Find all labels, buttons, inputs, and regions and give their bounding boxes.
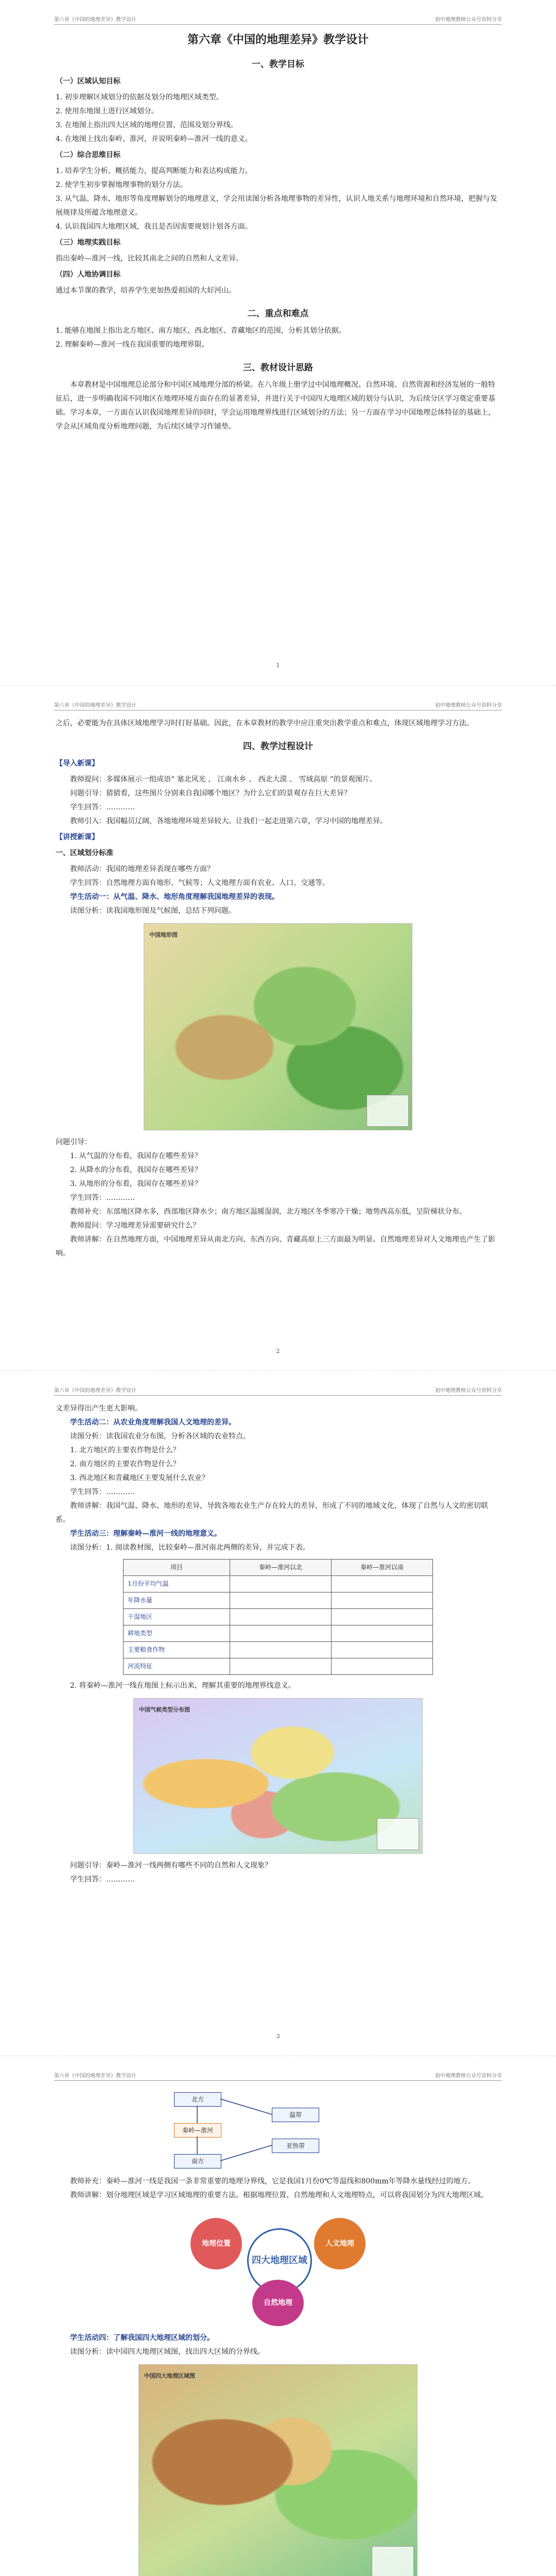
table-cell[interactable] [230, 1609, 332, 1625]
goal-item: 通过本节课的教学，培养学生更加热爱祖国的大好河山。 [56, 286, 236, 295]
flow-node: 温带 [272, 2108, 319, 2122]
page-3-content [56, 1402, 500, 1887]
flow-node: 秦岭—淮河 [174, 2123, 221, 2138]
table-cell[interactable] [230, 1625, 332, 1642]
subheading: （一）区域认知目标 [56, 77, 120, 86]
map-legend [367, 1095, 409, 1127]
paragraph: 教师补充：秦岭—淮河一线是我国一条非常重要的地理分界线，它是我国1月份0℃等温线和800mm年等降水量线经过的地方。 [70, 2177, 475, 2185]
paragraph: 教师讲解：划分地理区域是学习区域地理的重要方法。根据地理位置、自然地理和人文地理特点，可以将我国划分为四大地理区域。 [70, 2191, 488, 2199]
goal-item: 2. 使用东地图上进行区域划分。 [56, 107, 159, 115]
paragraph: 文差异得出产生更大影响。 [56, 1404, 142, 1413]
table-cell[interactable] [230, 1576, 332, 1592]
paragraph: 问题引导：猜猜看，这些图片分别来自我国哪个地区？为什么它们的景观存在巨大差异？ [70, 789, 351, 798]
venn-diagram [170, 2208, 386, 2326]
flow-node: 北方 [174, 2092, 221, 2107]
venn-center: 四大地理区域 [247, 2228, 312, 2293]
paragraph: 教师讲解：在自然地理方面，中国地理差异从南北方向、东西方向、青藏高原上三方面最为明显。自然地理差异对人文地理也产生了影响。 [56, 1235, 495, 1258]
table-row [124, 1576, 433, 1592]
table-cell[interactable] [332, 1576, 433, 1592]
goal-item: 4. 在地图上找出秦岭、淮河，并说明秦岭—淮河一线的意义。 [56, 135, 252, 143]
header-right: 初中地理教师公众号资料分享 [435, 2073, 502, 2079]
page-header [54, 1381, 502, 1396]
regions-map [138, 2364, 418, 2576]
climate-map [133, 1698, 423, 1854]
paragraph: 问题引导：秦岭—淮河一线两侧有哪些不同的自然和人文现象？ [70, 1861, 272, 1870]
subheading: （三）地理实践目标 [56, 239, 120, 247]
paragraph: 2. 将秦岭—淮河一线在地图上标示出来，理解其重要的地理界线意义。 [70, 1682, 296, 1690]
table-cell[interactable] [332, 1642, 433, 1658]
page-4 [0, 2056, 556, 2576]
paragraph: 学生回答：………… [70, 803, 135, 811]
question: 2. 南方地区的主要农作物是什么？ [70, 1460, 180, 1468]
header-left: 第六章《中国的地理差异》教学设计 [54, 1388, 136, 1394]
goal-item: 1. 培养学生分析、概括能力，提高判断能力和表达构成能力。 [56, 167, 252, 175]
subheading: （二）综合思维目标 [56, 151, 120, 159]
page-1 [0, 0, 556, 680]
paragraph: 学生回答：………… [70, 1875, 135, 1884]
goal-item: 指出秦岭—淮河一线，比较其南北之间的自然和人文差异。 [56, 255, 243, 263]
paragraph: 本章教材是中国地理总论部分和中国区域地理分部的桥梁。在八年级上册学过中国地理概况、自然环境、自然资源和经济发展的一般特征后，进一步明确我国不同地区在地理环境方面存在的显著差异，并进行关于中国四大地理区域的划分与认识，为后续分区学习奠定重要基础。学习本章，一方面在认识我国地理差异的同时，学会运用地理界线进行区域划分的方法；另一方面在学习中国地理总体特征的基础上，学会从区域角度分析地理问题，为后续区域学习作铺垫。 [56, 381, 495, 431]
venn-circle: 地理位置 [190, 2218, 242, 2269]
page-title: 第六章《中国的地理差异》教学设计 [187, 33, 369, 46]
question: 2. 从降水的分布看，我国存在哪些差异？ [70, 1166, 202, 1174]
goal-item: 1. 初步理解区域划分的依据及划分的地理区域类型。 [56, 93, 223, 101]
flow-node: 南方 [174, 2154, 221, 2168]
table-cell: 1月份平均气温 [124, 1576, 230, 1592]
paragraph: 之后，必要能为在具体区域地理学习时打好基础。因此，在本章教材的教学中应注重突出教学重点和难点，体现区域地理学习方法。 [56, 719, 474, 727]
table-header-row [124, 1560, 433, 1576]
subheading: 一、区域划分标准 [56, 849, 113, 857]
table-cell[interactable] [332, 1625, 433, 1642]
activity-heading: 学生活动四：了解我国四大地理区域的划分。 [70, 2334, 214, 2342]
table-cell: 主要粮食作物 [124, 1642, 230, 1658]
subheading: 【讲授新课】 [56, 833, 99, 841]
page-number: 2 [276, 1348, 280, 1354]
page-header [54, 2066, 502, 2081]
table-cell[interactable] [332, 1609, 433, 1625]
paragraph: 读图分析：读中国四大地理区域图，找出四大区域的分界线。 [70, 2348, 265, 2356]
paragraph: 教师提问：多媒体展示一组成语“ 塞北风光 、 江南水乡 、 西北大漠 、 雪域高原 ”的景观图片。 [70, 775, 377, 784]
header-left: 第六章《中国的地理差异》教学设计 [54, 17, 136, 23]
paragraph: 教师活动：我国的地理差异表现在哪些方面？ [70, 865, 214, 873]
activity-heading: 学生活动二：从农业角度理解我国人文地理的差异。 [70, 1418, 236, 1427]
page-header [54, 696, 502, 710]
flow-diagram [56, 2087, 500, 2175]
table-cell[interactable] [332, 1658, 433, 1675]
question: 3. 西北地区和青藏地区主要发展什么农业？ [70, 1474, 209, 1482]
map-legend [377, 1818, 419, 1850]
section-heading: 四、教学过程设计 [243, 741, 313, 752]
paragraph: 学生回答：………… [70, 1488, 135, 1496]
paragraph: 读图分析：读我国农业分布图，分析各区域的农业特点。 [70, 1432, 250, 1440]
map-title: 中国四大地理区域图 [144, 2372, 195, 2379]
terrain-map [144, 923, 412, 1130]
paragraph: 学生回答：………… [70, 1194, 135, 1202]
table-cell: 耕地类型 [124, 1625, 230, 1642]
goal-item: 2. 使学生初步掌握地理事物的划分方法。 [56, 181, 187, 189]
page-3 [0, 1370, 556, 2051]
table-cell[interactable] [230, 1658, 332, 1675]
page-2-content [56, 717, 500, 1261]
header-right: 初中地理教师公众号资料分享 [435, 17, 502, 23]
header-left: 第六章《中国的地理差异》教学设计 [54, 703, 136, 708]
table-header-cell: 秦岭—淮河以北 [230, 1560, 332, 1576]
subheading: 【导入新课】 [56, 759, 99, 768]
table-cell: 年降水量 [124, 1592, 230, 1609]
goal-item: 3. 在地图上指出四大区域的地理位置、范围及划分界线。 [56, 121, 238, 129]
question-heading: 问题引导： [56, 1138, 92, 1146]
paragraph: 读图分析：读我国地形图及气候图，总结下列问题。 [70, 907, 236, 915]
table-row [124, 1609, 433, 1625]
table-row [124, 1658, 433, 1675]
table-row [124, 1625, 433, 1642]
subheading: （四）人地协调目标 [56, 270, 120, 279]
comparison-table [123, 1559, 433, 1675]
map-legend [372, 2546, 414, 2576]
section-heading: 二、重点和难点 [247, 309, 309, 319]
question: 1. 从气温的分布看，我国存在哪些差异？ [70, 1152, 202, 1160]
header-right: 初中地理教师公众号资料分享 [435, 1388, 502, 1394]
venn-circle: 人文地理 [314, 2218, 366, 2269]
map-title: 中国气候类型分布图 [139, 1706, 190, 1713]
page-number: 3 [276, 2033, 280, 2040]
paragraph: 学生回答：自然地理方面有地形、气候等；人文地理方面有农业、人口、交通等。 [70, 879, 329, 887]
header-right: 初中地理教师公众号资料分享 [435, 703, 502, 708]
header-left: 第六章《中国的地理差异》教学设计 [54, 2073, 136, 2079]
question: 1. 北方地区的主要农作物是什么？ [70, 1446, 180, 1454]
table-row [124, 1592, 433, 1609]
flow-connectors [56, 2087, 500, 2175]
paragraph: 教师讲解：我国气温、降水、地形的差异，导致各地农业生产存在较大的差异，形成了不同的地域文化，体现了自然与人文的密切联系。 [56, 1502, 488, 1524]
paragraph: 教师补充：东部地区降水多，西部地区降水少；南方地区温暖湿润，北方地区冬季寒冷干燥；地势西高东低，呈阶梯状分布。 [70, 1208, 466, 1216]
table-cell[interactable] [230, 1642, 332, 1658]
activity-heading: 学生活动三：理解秦岭—淮河一线的地理意义。 [70, 1530, 221, 1538]
question: 3. 从地形的分布看，我国存在哪些差异？ [70, 1180, 202, 1188]
flow-node: 亚热带 [272, 2139, 319, 2153]
section-heading: 三、教材设计思路 [243, 363, 313, 373]
table-cell: 干湿地区 [124, 1609, 230, 1625]
section-heading: 一、教学目标 [252, 59, 304, 70]
page-1-content [56, 31, 500, 434]
paragraph: 教师提问：学习地理差异需要研究什么？ [70, 1222, 200, 1230]
table-header-cell: 项目 [124, 1560, 230, 1576]
goal-item: 3. 从气温、降水、地形等角度理解划分的地理意义，学会用读图分析各地理事物的差异性，认识人地关系与地理环境和自然环境，把握与发展规律及所蕴含地理意义。 [56, 195, 497, 217]
page-header [54, 10, 502, 25]
table-cell[interactable] [332, 1592, 433, 1609]
key-item: 1. 能够在地图上指出北方地区、南方地区、西北地区、青藏地区的范围，分析其划分依据。 [56, 327, 346, 335]
table-cell: 河流特征 [124, 1658, 230, 1675]
venn-circle: 自然地理 [252, 2280, 304, 2326]
page-2 [0, 685, 556, 1366]
key-item: 2. 理解秦岭—淮河一线在我国重要的地理界限。 [56, 341, 209, 349]
page-number: 1 [276, 662, 280, 669]
activity-heading: 学生活动一：从气温、降水、地形角度理解我国地理差异的表现。 [70, 893, 279, 901]
page-4-content [56, 2087, 500, 2576]
table-header-cell: 秦岭—淮河以南 [332, 1560, 433, 1576]
map-title: 中国地形图 [149, 931, 178, 938]
table-row [124, 1642, 433, 1658]
paragraph: 读图分析：1. 阅读教材图，比较秦岭—淮河南北两侧的差异，并完成下表。 [70, 1544, 310, 1552]
paragraph: 教师引入：我国幅员辽阔，各地地理环境差异较大。让我们一起走进第六章，学习中国的地理差异。 [70, 817, 387, 825]
goal-item: 4. 认识我国四大地理区域，我且是否因需要规划计划各方面。 [56, 223, 252, 231]
table-cell[interactable] [230, 1592, 332, 1609]
